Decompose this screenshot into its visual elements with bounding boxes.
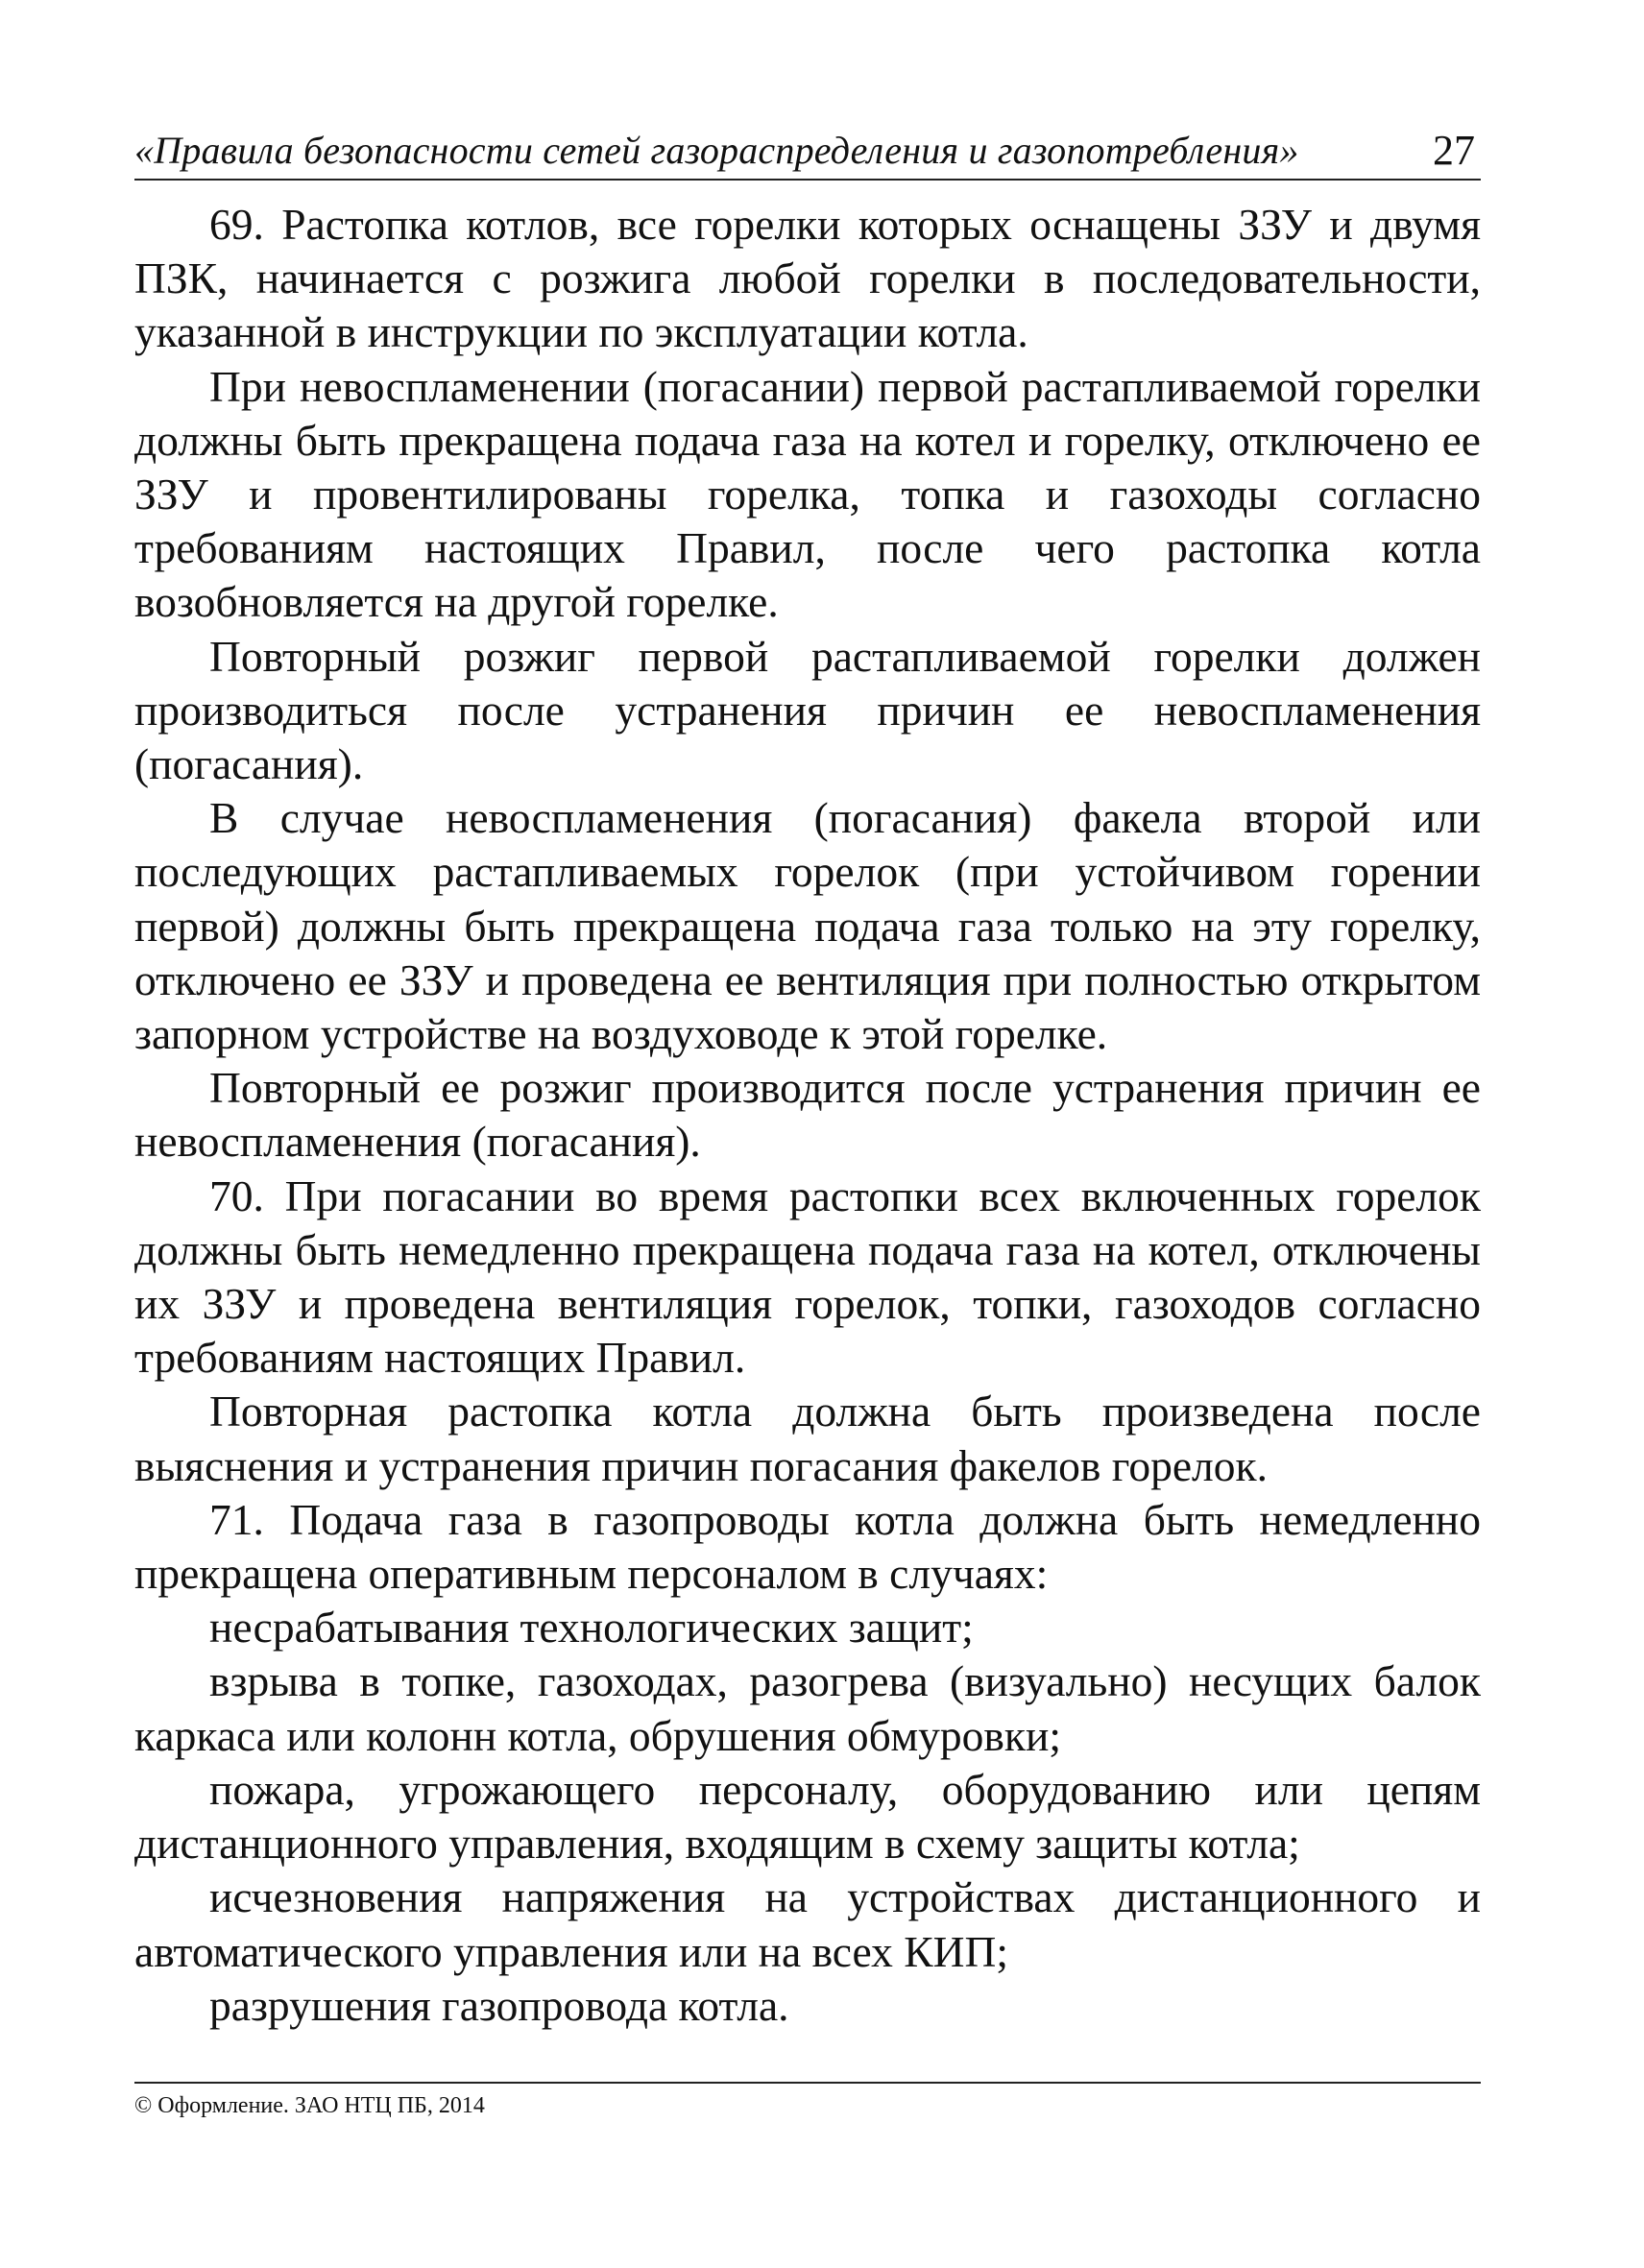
body-text	[134, 198, 1481, 2033]
footer-copyright: © Оформление. ЗАО НТЦ ПБ, 2014	[134, 2093, 485, 2118]
paragraph-70: 70. При погасании во время растопки всех включенных горелок должны быть немедленно прекращена подача газа на котел, отключены их ЗЗУ и проведена вентиляция горелок, топки, газоходов согласно требованиям настоящих Правил.	[134, 1170, 1481, 1383]
header-title: «Правила безопасности сетей газораспределения и газопотребления»	[134, 129, 1299, 172]
paragraph-subsequent-burners: В случае невоспламенения (погасания) факела второй или последующих растапливаемых горелок (при устойчивом горении первой) должны быть прекращена подача газа только на эту горелку, отключено ее ЗЗУ и проведена ее вентиляция при полностью открытом запорном устройстве на воздуховоде к этой горелке.	[134, 793, 1481, 1059]
list-item-explosion: взрыва в топке, газоходах, разогрева (визуально) несущих балок каркаса или колонн котла, обрушения обмуровки;	[134, 1656, 1481, 1760]
paragraph-no-ignition-first-burner: При невоспламенении (погасании) первой растапливаемой горелки должны быть прекращена подача газа на котел и горелку, отключено ее ЗЗУ и провентилированы горелка, топка и газоходы согласно требованиям настоящих Правил, после чего растопка котла возобновляется на другой горелке.	[134, 361, 1481, 627]
list-item-fire: пожара, угрожающего персоналу, оборудованию или цепям дистанционного управления, входящим в схему защиты котла;	[134, 1764, 1481, 1869]
list-item-power-loss: исчезновения напряжения на устройствах дистанционного и автоматического управления или на всех КИП;	[134, 1872, 1481, 1976]
running-header	[134, 127, 1481, 181]
page-footer	[134, 2082, 1481, 2119]
paragraph-repeat-ignition-subsequent: Повторный ее розжиг производится после устранения причин ее невоспламенения (погасания).	[134, 1063, 1481, 1167]
paragraph-repeat-startup: Повторная растопка котла должна быть произведена после выяснения и устранения причин погасания факелов горелок.	[134, 1387, 1481, 1490]
page-number: 27	[1433, 127, 1475, 174]
paragraph-repeat-ignition-first: Повторный розжиг первой растапливаемой горелки должен производиться после устранения причин ее невоспламенения (погасания).	[134, 631, 1481, 789]
paragraph-69: 69. Растопка котлов, все горелки которых оснащены ЗЗУ и двумя ПЗК, начинается с розжига любой горелки в последовательности, указанной в инструкции по эксплуатации котла.	[134, 200, 1481, 357]
list-item-pipeline-rupture: разрушения газопровода котла.	[209, 1980, 789, 2030]
list-item-protection-failure: несрабатывания технологических защит;	[209, 1603, 974, 1653]
paragraph-71: 71. Подача газа в газопроводы котла должна быть немедленно прекращена оперативным персоналом в случаях:	[134, 1494, 1481, 1599]
